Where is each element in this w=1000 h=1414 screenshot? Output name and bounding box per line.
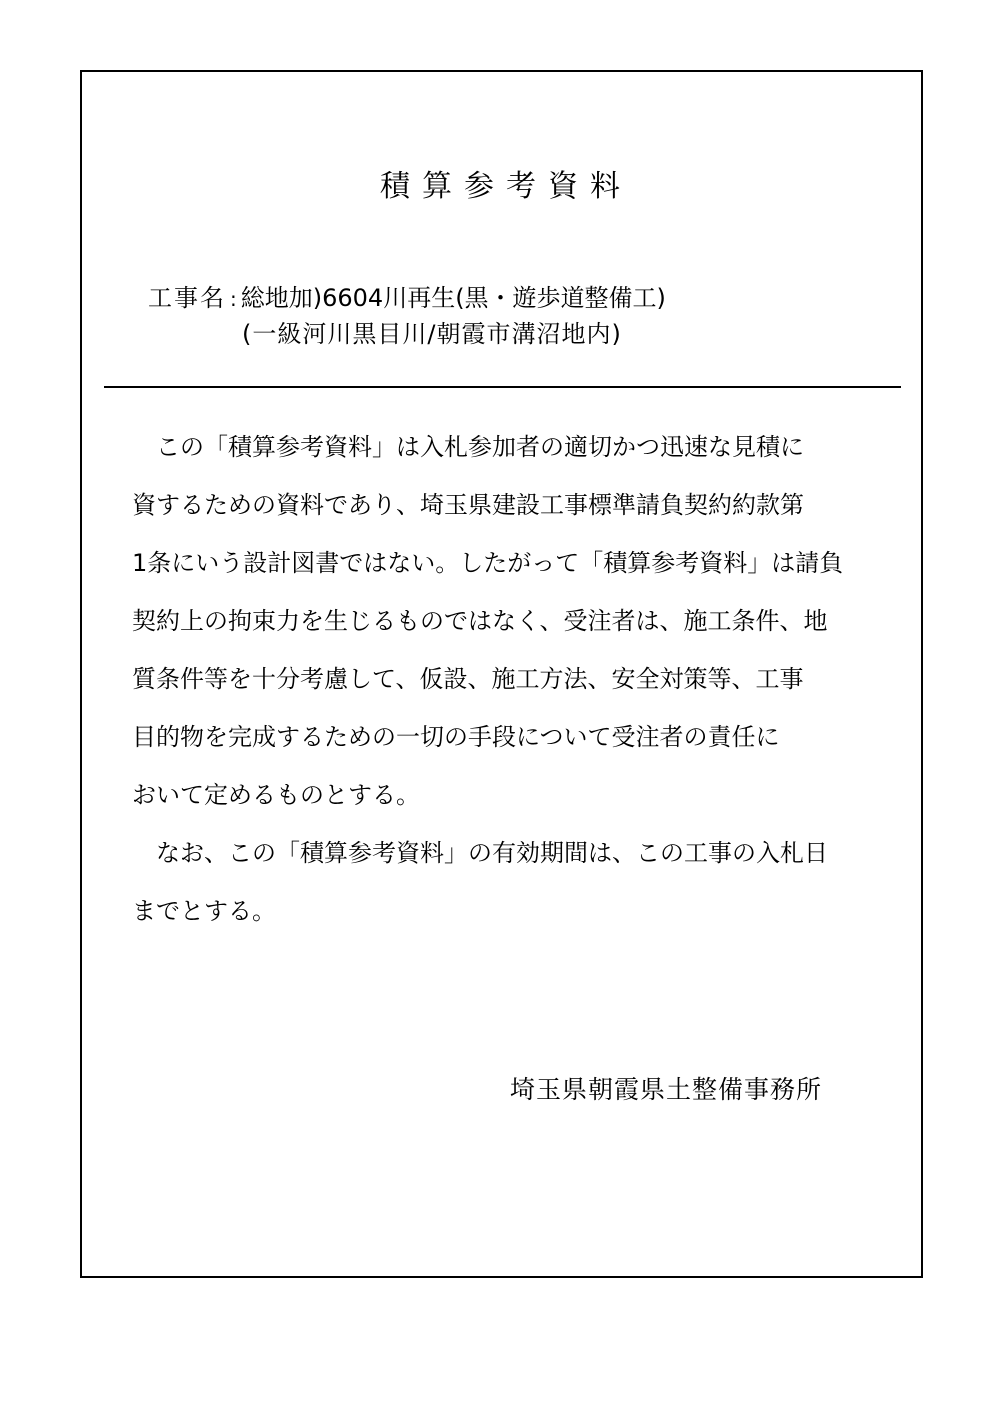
project-name-line1: 総地加)6604川再生(黒・遊歩道整備工): [240, 284, 666, 312]
issuer-office: 埼玉県朝霞県土整備事務所: [510, 1075, 823, 1104]
project-label: 工事名: [148, 284, 226, 312]
body-line: なお、この「積算参考資料」の有効期間は、この工事の入札日: [132, 839, 828, 867]
body-paragraphs: [132, 418, 912, 940]
body-line: おいて定めるものとする。: [132, 781, 420, 809]
project-name-row: [148, 280, 666, 317]
project-name-line2: (一級河川黒目川/朝霞市溝沼地内): [242, 320, 622, 348]
body-line: 目的物を完成するための一切の手段について受注者の責任に: [132, 723, 780, 751]
document-title: 積算参考資料: [380, 169, 632, 204]
body-line: 資するための資料であり、埼玉県建設工事標準請負契約約款第: [132, 491, 804, 519]
body-line: 契約上の拘束力を生じるものではなく、受注者は、施工条件、地: [132, 607, 828, 635]
body-line: この「積算参考資料」は入札参加者の適切かつ迅速な見積に: [132, 433, 804, 461]
body-line: までとする。: [132, 897, 276, 925]
project-label-colon: :: [230, 287, 237, 311]
body-line: 質条件等を十分考慮して、仮設、施工方法、安全対策等、工事: [132, 665, 804, 693]
body-line: 1条にいう設計図書ではない。したがって「積算参考資料」は請負: [132, 549, 844, 577]
divider-line: [104, 386, 901, 388]
